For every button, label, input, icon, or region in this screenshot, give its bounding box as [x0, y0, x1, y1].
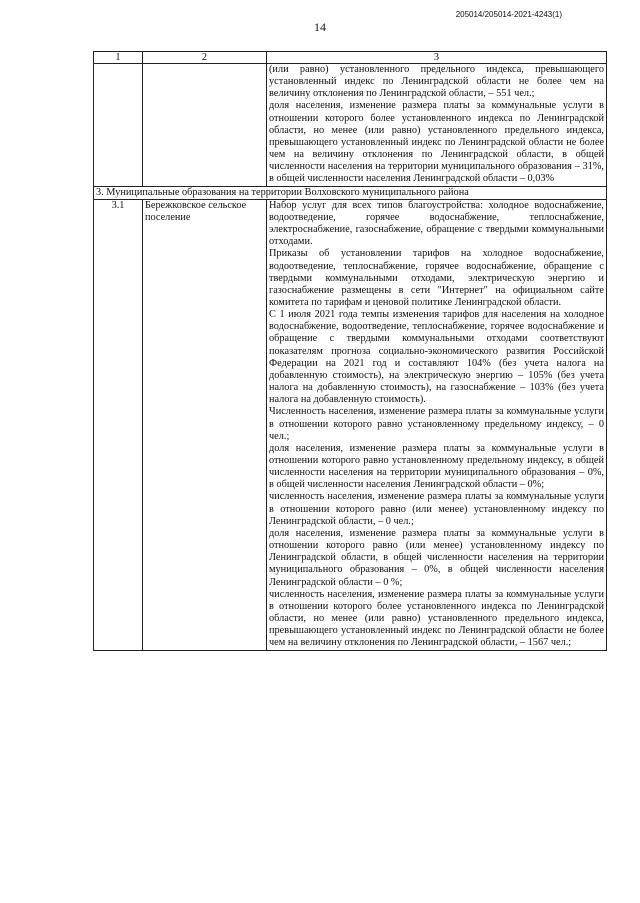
row-number: [94, 64, 143, 187]
column-header-2: 2: [143, 52, 267, 64]
paragraph: Набор услуг для всех типов благоустройства: холодное водоснабжение, водоотведение, горячее водоснабжение, теплоснабжение, электроснабжение, газоснабжение, обращение с твердыми коммунальными отходами.: [269, 199, 604, 248]
paragraph: доля населения, изменение размера платы за коммунальные услуги в отношении которого равно установленному предельному индексу, в общей численности населения на территории муниципального образования – 0%, в общей численности населения Ленинградской области – 0%;: [269, 442, 604, 491]
table-row: [94, 199, 607, 650]
paragraph: доля населения, изменение размера платы за коммунальные услуги в отношении которого более установленного индекса по Ленинградской области, но менее (или равно) установленного предельного индекса, превышающего установленный индекс по Ленинградской области не более чем на величину отклонения по Ленинградской области, в общей численности населения на территории муниципального образования – 31%, в общей численности населения Ленинградской области – 0,03%: [269, 100, 604, 185]
table-header-row: [94, 52, 607, 64]
municipality-name: Бережковское сельское поселение: [143, 199, 267, 650]
column-header-1: 1: [94, 52, 143, 64]
paragraph: Численность населения, изменение размера платы за коммунальные услуги в отношении которого равно установленному предельному индексу, – 0 чел.;: [269, 406, 604, 442]
document-id: 205014/205014-2021-4243(1): [455, 10, 562, 19]
paragraph: численность населения, изменение размера платы за коммунальные услуги в отношении которого более установленного индекса по Ленинградской области, но менее (или равно) установленного предельного индекса, превышающего установленный индекс по Ленинградской области не более чем на величину отклонения по Ленинградской области, – 1567 чел.;: [269, 588, 604, 649]
paragraph: Приказы об установлении тарифов на холодное водоснабжение, водоотведение, теплоснабжение, горячее водоснабжение, обращение с твердыми коммунальными отходами, электрическую энергию и газоснабжение размещены в сети "Интернет" на официальном сайте комитета по тарифам и ценовой политике Ленинградской области.: [269, 248, 604, 308]
section-title: 3. Муниципальные образования на территории Волховского муниципального района: [94, 186, 607, 199]
column-header-3: 3: [267, 52, 607, 64]
row-number: 3.1: [94, 199, 143, 650]
paragraph: доля населения, изменение размера платы за коммунальные услуги в отношении которого равно (или менее) установленному индексу по Ленинградской области, в общей численности населения на территории муниципального образования – 0%, в общей численности населения Ленинградской области – 0 %;: [269, 527, 604, 588]
row-description: [267, 64, 607, 187]
data-table: [93, 51, 607, 651]
table-row-continued: [94, 64, 607, 187]
paragraph: численность населения, изменение размера платы за коммунальные услуги в отношении которого равно (или менее) установленному индексу по Ленинградской области, – 0 чел.;: [269, 491, 604, 527]
municipality-name: [143, 64, 267, 187]
page-number: 14: [314, 20, 326, 34]
section-row: [94, 186, 607, 199]
paragraph: С 1 июля 2021 года темпы изменения тарифов для населения на холодное водоснабжение, водоотведение, теплоснабжение, горячее водоснабжение и обращение с твердыми коммунальными отходами соответствуют показателям прогноза социально-экономического развития Российской Федерации на 2021 год и составляют 104% (без учета налога на добавленную стоимость), на электрическую энергию – 105% (без учета налога на добавленную стоимость), на газоснабжение – 103% (без учета налога на добавленную стоимость).: [269, 309, 604, 406]
row-description: [267, 199, 607, 650]
paragraph: (или равно) установленного предельного индекса, превышающего установленный индекс по Ленинградской области не более чем на величину отклонения по Ленинградской области, – 551 чел.;: [269, 64, 604, 100]
